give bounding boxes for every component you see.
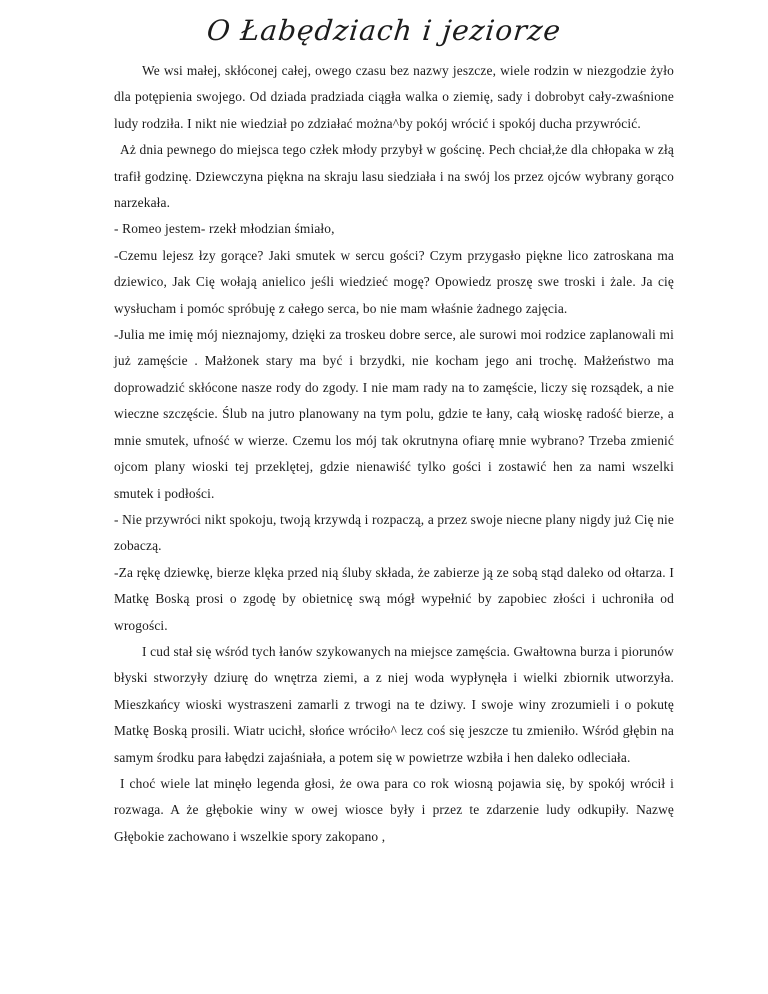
paragraph: - Nie przywróci nikt spokoju, twoją krzywdą i rozpaczą, a przez swoje niecne plany nigdy już Cię nie zobaczą.	[114, 511, 674, 554]
document-body	[114, 58, 674, 850]
paragraph: I cud stał się wśród tych łanów szykowanych na miejsce zamęścia. Gwałtowna burza i piorunów błyski stworzyły dziurę do wnętrza ziemi, a z niej woda wypłynęła i wielki zbiornik utworzyła. Mieszkańcy wioski wystraszeni zamarli z trwogi na te dziwy. I swoje winy zrozumieli i o pokutę Matkę Boską prosili. Wiatr ucichł, słońce wróciło^ lecz coś się jeszcze tu zmieniło. Wśród głębin na samym środku para łabędzi zajaśniała, a potem się w powietrze wzbiła i hen daleko odleciała.	[114, 643, 674, 765]
paragraph: Aż dnia pewnego do miejsca tego człek młody przybył w gościnę. Pech chciał,że dla chłopaka w złą trafił godzinę. Dziewczyna piękna na skraju lasu siedziała i na swój los przez ojców wybrany gorąco narzekała.	[114, 142, 674, 211]
paragraph: -Czemu lejesz łzy gorące? Jaki smutek w sercu gości? Czym przygasło piękne lico zatroskana ma dziewico, Jak Cię wołają anielico jeśli wiedzieć mogę? Opowiedz proszę swe troski i żale. Ja cię wysłucham i pomóc spróbuję z całego serca, bo nie mam właśnie żadnego zajęcia.	[114, 247, 674, 316]
paragraph: We wsi małej, skłóconej całej, owego czasu bez nazwy jeszcze, wiele rodzin w niezgodzie żyło dla potępienia swojego. Od dziada pradziada ciągła walka o ziemię, sady i dobrobyt cały-zwaśnione ludy rodziła. I nikt nie wiedział po zdziałać można^by pokój wrócić i spokój ducha przywrócić.	[114, 63, 674, 131]
paragraph: - Romeo jestem- rzekł młodzian śmiało,	[114, 221, 335, 237]
paragraph: -Julia me imię mój nieznajomy, dzięki za troskeu dobre serce, ale surowi moi rodzice zaplanowali mi już zamęście . Małżonek stary ma być i brzydki, nie kocham jego ani trochę. Małżeństwo ma doprowadzić skłócone nasze rody do zgody. I nie mam rady na to zamęście, liczy się rozsądek, a nie wieczne szczęście. Ślub na jutro planowany na tym polu, gdzie te łany, całą wioskę radość bierze, a mnie smutek, ufność w wierze. Czemu los mój tak okrutnyna ofiarę mnie wybrano? Trzeba zmienić ojcom plany wioski tej przeklętej, gdzie nienawiść tylko gości i zostawić hen za nami wszelki smutek i podłości.	[114, 327, 674, 501]
paragraph: -Za rękę dziewkę, bierze klęka przed nią śluby składa, że zabierze ją ze sobą stąd daleko od ołtarza. I Matkę Boską prosi o zgodę by obietnicę swą mógł wypełnić by zapobiec złości i uchroniła od wrogości.	[114, 564, 674, 633]
document-title: O Łabędziach i jeziorze	[205, 14, 563, 47]
paragraph: I choć wiele lat minęło legenda głosi, że owa para co rok wiosną pojawia się, by spokój wrócił i rozwaga. A że głębokie winy w owej wiosce były i przez te zdarzenie ludy odkupiły. Nazwę Głębokie zachowano i wszelkie spory zakopano ,	[114, 775, 674, 844]
